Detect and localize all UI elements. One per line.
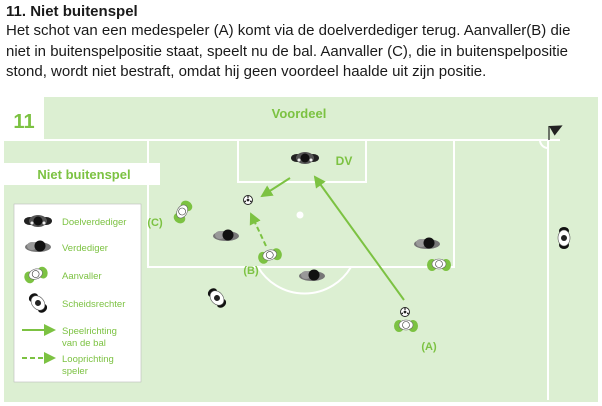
title-box-text: Niet buitenspel xyxy=(37,167,131,182)
ball-icon-a xyxy=(401,308,410,317)
attacker-icon xyxy=(427,259,451,271)
attacker-a-icon xyxy=(394,320,418,332)
attacker-a-label: (A) xyxy=(421,341,437,353)
page-title: 11. Niet buitenspel xyxy=(6,3,138,20)
legend-run-line2: speler xyxy=(62,366,88,377)
legend-referee: Scheidsrechter xyxy=(62,299,126,310)
legend-attacker: Aanvaller xyxy=(62,271,102,282)
legend-goalkeeper: Doelverdediger xyxy=(62,217,127,228)
offside-diagram xyxy=(0,96,602,406)
assistant-referee-icon xyxy=(558,227,570,249)
attacker-b-label: (B) xyxy=(243,265,259,277)
legend-ball-line2: van de bal xyxy=(62,338,106,349)
legend-run-line1: Looprichting xyxy=(62,354,114,365)
diagram-number: 11 xyxy=(13,111,35,133)
legend-ball-line1: Speelrichting xyxy=(62,326,117,337)
ball-icon xyxy=(244,196,253,205)
advantage-label: Voordeel xyxy=(271,106,327,121)
gk-label: DV xyxy=(335,154,353,168)
penalty-spot xyxy=(297,212,304,219)
description: Het schot van een medespeler (A) komt via de doelverdediger terug. Aanvaller(B) die niet in buitenspelpositie staat, speelt nu de bal. Aanvaller (C), die in buitenspelpositie stond, wordt niet bestraft, omdat hij geen voordeel haalde uit zijn positie. xyxy=(6,22,571,80)
attacker-c-label: (C) xyxy=(147,217,163,229)
legend-defender: Verdediger xyxy=(62,243,108,254)
